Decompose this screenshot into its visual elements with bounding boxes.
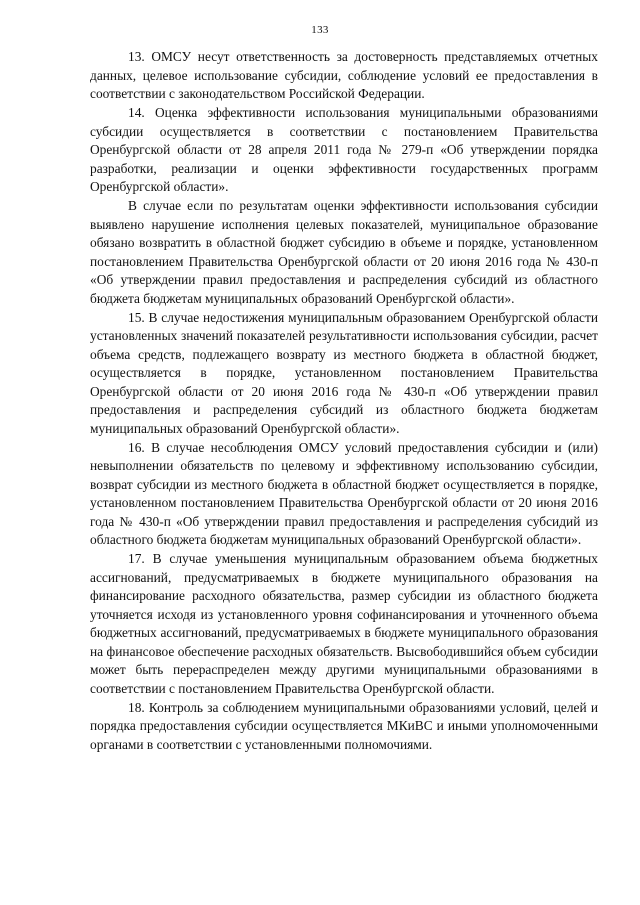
paragraph-16: 16. В случае несоблюдения ОМСУ условий предоставления субсидии и (или) невыполнении обязательств по целевому и эффективному использованию субсидии, возврат субсидии из местного бюджета в областной бюджет осуществляется в порядке, установленном постановлением Правительства Оренбургской области от 20 июня 2016 года № 430-п «Об утверждении правил предоставления и распределения субсидий из областного бюджета бюджетам муниципальных образований Оренбургской области». (90, 439, 598, 547)
paragraph-15: 15. В случае недостижения муниципальным образованием Оренбургской области установленных значений показателей результативности использования субсидии, расчет объема средств, подлежащего возврату из местного бюджета в областной бюджет, осуществляется в порядке, установленном постановлением Правительства Оренбургской области от 20 июня 2016 года № 430-п «Об утверждении правил предоставления и распределения субсидий из областного бюджета бюджетам муниципальных образований Оренбургской области». (90, 309, 598, 436)
paragraph-14: 14. Оценка эффективности использования муниципальными образованиями субсидии осуществляется в соответствии с постановлением Правительства Оренбургской области от 28 апреля 2011 года № 279-п «Об утверждении порядка разработки, реализации и оценки эффективности государственных программ Оренбургской области». (90, 105, 598, 194)
paragraph-18: 18. Контроль за соблюдением муниципальными образованиями условий, целей и порядка предоставления субсидии осуществляется МКиВС и иными уполномоченными органами в соответствии с установленными полномочиями. (90, 699, 598, 752)
paragraph-13: 13. ОМСУ несут ответственность за достоверность представляемых отчетных данных, целевое использование субсидии, соблюдение условий ее предоставления в соответствии с законодательством Российской Федерации. (90, 49, 598, 101)
document-body (90, 48, 598, 754)
paragraph-17: 17. В случае уменьшения муниципальным образованием объема бюджетных ассигнований, предусматриваемых в бюджете муниципального образования на финансирование расходного обязательства, размер субсидии из областного бюджета уточняется исходя из установленного уровня софинансирования и уточненного объема бюджетных ассигнований, предусматриваемых в бюджете муниципального образования на финансовое обеспечение расходных обязательств. Высвободившийся объем субсидии может быть перераспределен между другими муниципальными образованиями в соответствии с постановлением Правительства Оренбургской области. (90, 551, 598, 696)
paragraph-14-continuation: В случае если по результатам оценки эффективности использования субсидии выявлено нарушение исполнения целевых показателей, муниципальное образование обязано возвратить в областной бюджет субсидию в объеме и порядке, установленном постановлением Правительства Оренбургской области от 20 июня 2016 года № 430-п «Об утверждении правил предоставления и распределения субсидий из областного бюджета бюджетам муниципальных образований Оренбургской области». (90, 198, 598, 306)
page-number: 133 (311, 24, 329, 36)
